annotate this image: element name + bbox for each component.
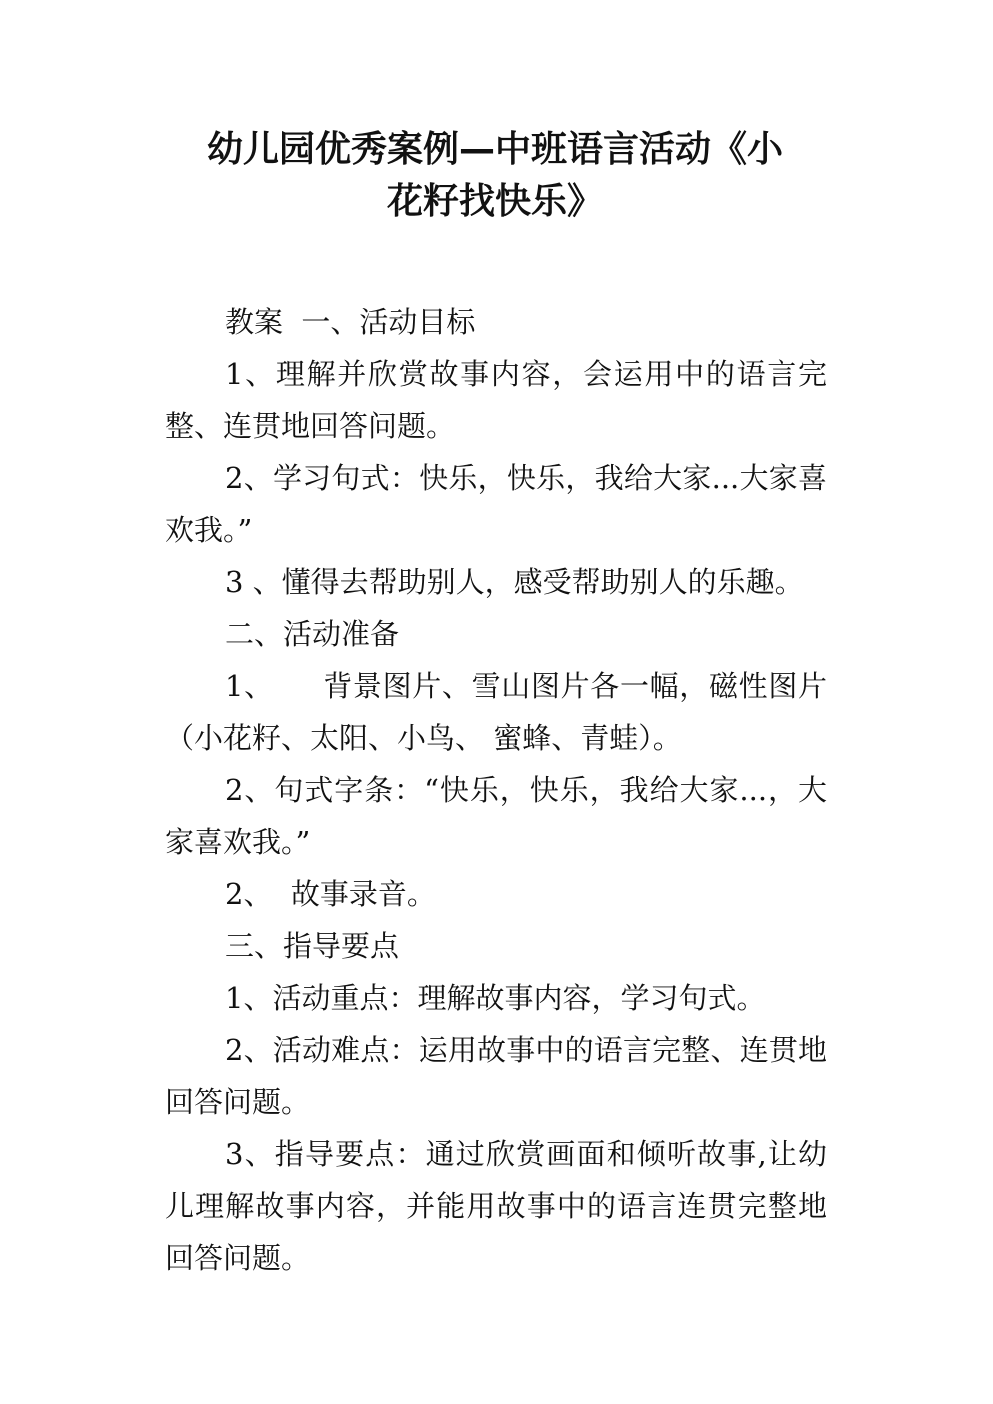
paragraph: 2、学习句式：快乐，快乐，我给大家...大家喜欢我。” bbox=[165, 461, 827, 547]
paragraph: 2、 故事录音。 bbox=[225, 877, 436, 911]
paragraph: 1、活动重点：理解故事内容，学习句式。 bbox=[225, 981, 766, 1015]
heading-preparation: 二、活动准备 bbox=[225, 617, 400, 651]
document-body bbox=[165, 296, 827, 1284]
title-line-2: 花籽找快乐》 bbox=[386, 181, 603, 222]
paragraph: 2、活动难点：运用故事中的语言完整、连贯地回答问题。 bbox=[165, 1033, 827, 1119]
paragraph: 1、理解并欣赏故事内容，会运用中的语言完整、连贯地回答问题。 bbox=[165, 357, 827, 443]
paragraph: 3、指导要点：通过欣赏画面和倾听故事,让幼儿理解故事内容，并能用故事中的语言连贯完整地回答问题。 bbox=[165, 1137, 827, 1275]
heading-objectives: 教案 一、活动目标 bbox=[225, 305, 476, 339]
paragraph: 2、句式字条：“快乐，快乐，我给大家...，大家喜欢我。” bbox=[165, 773, 827, 859]
document-title bbox=[165, 124, 825, 228]
paragraph: 1、 背景图片、雪山图片各一幅，磁性图片（小花籽、太阳、小鸟、 蜜蜂、青蛙）。 bbox=[165, 669, 827, 755]
title-line-1: 幼儿园优秀案例—中班语言活动《小 bbox=[206, 129, 783, 170]
paragraph: 3 、懂得去帮助别人，感受帮助别人的乐趣。 bbox=[225, 565, 804, 599]
heading-guidance: 三、指导要点 bbox=[225, 929, 400, 963]
